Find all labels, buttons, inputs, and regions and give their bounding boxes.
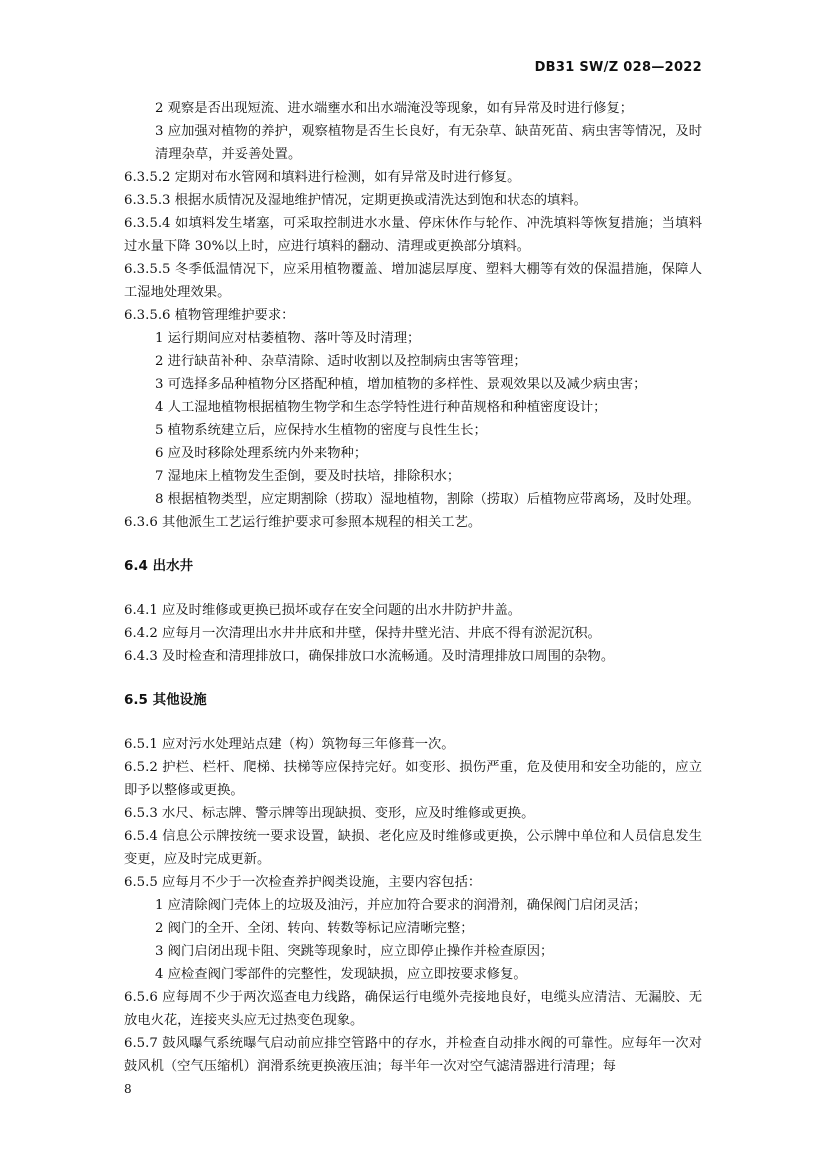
list-item: 2 阀门的全开、全闭、转向、转数等标记应清晰完整； xyxy=(155,921,474,936)
clause-paragraph: 6.5.6 应每周不少于两次巡查电力线路，确保运行电缆外壳接地良好，电缆头应清洁、无漏胶、无放电火花，连接夹头应无过热变色现象。 xyxy=(124,990,702,1028)
list-item: 5 植物系统建立后，应保持水生植物的密度与良性生长； xyxy=(155,423,487,438)
clause-paragraph: 6.3.5.6 植物管理维护要求： xyxy=(124,308,295,323)
page-number: 8 xyxy=(124,1082,132,1096)
clause-paragraph: 6.5.1 应对污水处理站点建（构）筑物每三年修葺一次。 xyxy=(124,737,455,752)
clause-paragraph: 6.5.7 鼓风曝气系统曝气启动前应排空管路中的存水，并检查自动排水阀的可靠性。应每年一次对鼓风机（空气压缩机）润滑系统更换液压油；每半年一次对空气滤清器进行清理；每 xyxy=(124,1036,702,1074)
list-item: 3 应加强对植物的养护，观察植物是否生长良好，有无杂草、缺苗死苗、病虫害等情况，及时清理杂草，并妥善处置。 xyxy=(155,124,702,162)
document-code: DB31 SW/Z 028—2022 xyxy=(534,60,702,75)
list-item: 2 观察是否出现短流、进水端壅水和出水端淹没等现象，如有异常及时进行修复； xyxy=(155,101,634,116)
clause-paragraph: 6.3.5.3 根据水质情况及湿地维护情况，定期更换或清洗达到饱和状态的填料。 xyxy=(124,193,587,208)
list-item: 7 湿地床上植物发生歪倒，要及时扶培，排除积水； xyxy=(155,469,461,484)
clause-paragraph: 6.5.5 应每月不少于一次检查养护阀类设施，主要内容包括： xyxy=(124,875,482,890)
list-item: 1 运行期间应对枯萎植物、落叶等及时清理； xyxy=(155,331,421,346)
clause-paragraph: 6.5.4 信息公示牌按统一要求设置，缺损、老化应及时维修或更换，公示牌中单位和人员信息发生变更，应及时完成更新。 xyxy=(124,829,702,867)
list-item: 4 应检查阀门零部件的完整性，发现缺损，应立即按要求修复。 xyxy=(155,967,527,982)
clause-paragraph: 6.5.3 水尺、标志牌、警示牌等出现缺损、变形，应及时维修或更换。 xyxy=(124,806,535,821)
clause-paragraph: 6.4.2 应每月一次清理出水井井底和井壁，保持井壁光洁、井底不得有淤泥沉积。 xyxy=(124,626,601,641)
clause-paragraph: 6.3.5.5 冬季低温情况下，应采用植物覆盖、增加滤层厚度、塑料大棚等有效的保温措施，保障人工湿地处理效果。 xyxy=(124,262,702,300)
section-heading: 6.4 出水井 xyxy=(124,558,194,574)
list-item: 1 应清除阀门壳体上的垃圾及油污，并应加符合要求的润滑剂，确保阀门启闭灵活； xyxy=(155,898,647,913)
document-body xyxy=(124,97,702,1078)
clause-paragraph: 6.3.5.4 如填料发生堵塞，可采取控制进水水量、停床休作与轮作、冲洗填料等恢复措施；当填料过水量下降 30%以上时，应进行填料的翻动、清理或更换部分填料。 xyxy=(124,216,702,254)
list-item: 4 人工湿地植物根据植物生物学和生态学特性进行种苗规格和种植密度设计； xyxy=(155,400,607,415)
list-item: 3 阀门启闭出现卡阻、突跳等现象时，应立即停止操作并检查原因； xyxy=(155,944,554,959)
list-item: 3 可选择多品种植物分区搭配种植，增加植物的多样性、景观效果以及减少病虫害； xyxy=(155,377,647,392)
clause-paragraph: 6.3.6 其他派生工艺运行维护要求可参照本规程的相关工艺。 xyxy=(124,515,482,530)
clause-paragraph: 6.4.1 应及时维修或更换已损坏或存在安全问题的出水井防护井盖。 xyxy=(124,603,522,618)
list-item: 8 根据植物类型，应定期割除（捞取）湿地植物，割除（捞取）后植物应带离场，及时处理。 xyxy=(155,492,700,507)
clause-paragraph: 6.4.3 及时检查和清理排放口，确保排放口水流畅通。及时清理排放口周围的杂物。 xyxy=(124,649,615,664)
list-item: 6 应及时移除处理系统内外来物种； xyxy=(155,446,368,461)
clause-paragraph: 6.3.5.2 定期对布水管网和填料进行检测，如有异常及时进行修复。 xyxy=(124,170,521,185)
list-item: 2 进行缺苗补种、杂草清除、适时收割以及控制病虫害等管理； xyxy=(155,354,527,369)
section-heading: 6.5 其他设施 xyxy=(124,692,207,708)
clause-paragraph: 6.5.2 护栏、栏杆、爬梯、扶梯等应保持完好。如变形、损伤严重，危及使用和安全功能的，应立即予以整修或更换。 xyxy=(124,760,702,798)
